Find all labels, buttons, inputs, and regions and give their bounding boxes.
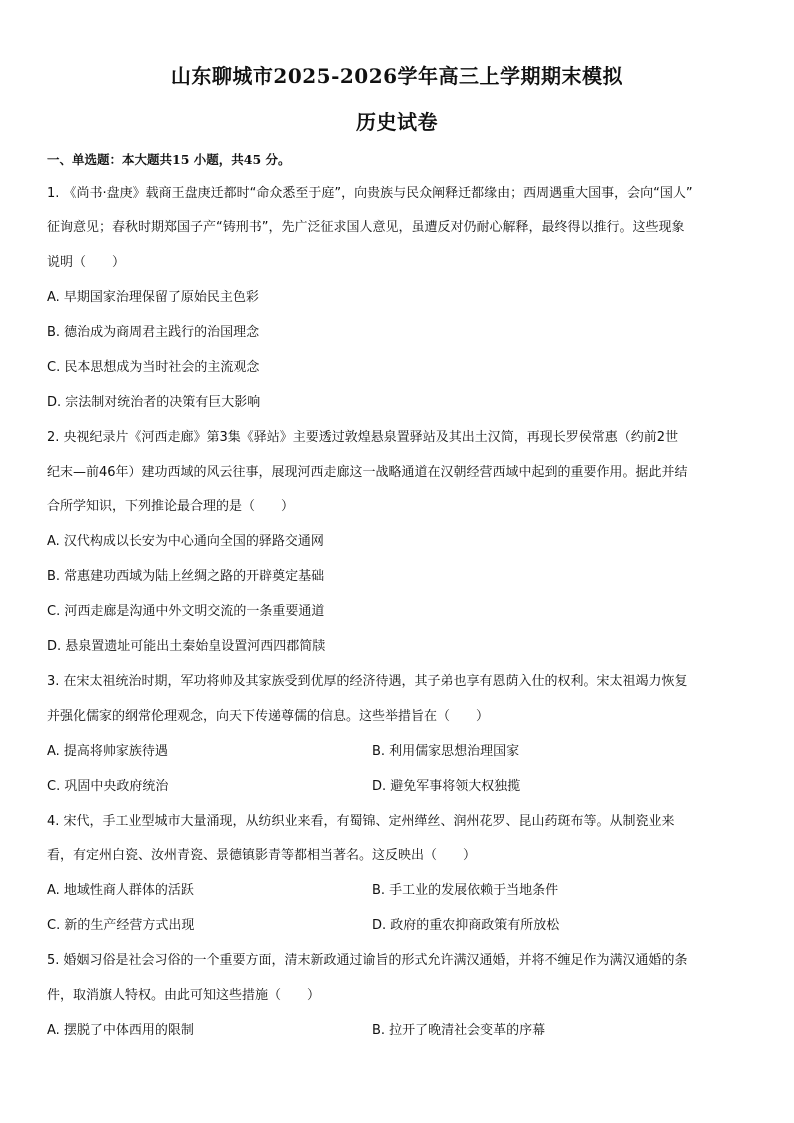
question-4-option-a: A. 地域性商人群体的活跃 bbox=[47, 883, 194, 898]
question-5-line-1: 5. 婚姻习俗是社会习俗的一个重要方面，清末新政通过谕旨的形式允许满汉通婚，并将不缠足作为满汉通婚的条 bbox=[47, 953, 688, 968]
question-3-option-b: B. 利用儒家思想治理国家 bbox=[372, 744, 520, 759]
question-4-line-1: 4. 宋代，手工业型城市大量涌现，从纺织业来看，有蜀锦、定州缂丝、润州花罗、昆山药斑布等。从制瓷业来 bbox=[47, 814, 675, 829]
question-5-line-2: 件，取消旗人特权。由此可知这些措施（ ） bbox=[47, 988, 321, 1003]
question-4-option-b: B. 手工业的发展依赖于当地条件 bbox=[372, 883, 559, 898]
question-1-option-a: A. 早期国家治理保留了原始民主色彩 bbox=[47, 290, 259, 305]
question-4-option-c: C. 新的生产经营方式出现 bbox=[47, 918, 195, 933]
question-3-option-d: D. 避免军事将领大权独揽 bbox=[372, 779, 521, 794]
question-2-option-b: B. 常惠建功西域为陆上丝绸之路的开辟奠定基础 bbox=[47, 569, 325, 584]
exam-subject-title: 历史试卷 bbox=[356, 110, 438, 134]
question-1-option-c: C. 民本思想成为当时社会的主流观念 bbox=[47, 360, 260, 375]
question-1-option-b: B. 德治成为商周君主践行的治国理念 bbox=[47, 325, 260, 340]
question-1-option-d: D. 宗法制对统治者的决策有巨大影响 bbox=[47, 395, 261, 410]
question-2-option-c: C. 河西走廊是沟通中外文明交流的一条重要通道 bbox=[47, 604, 325, 619]
question-2-option-d: D. 悬泉置遗址可能出土秦始皇设置河西四郡简牍 bbox=[47, 639, 326, 654]
question-2-line-2: 纪末—前46年）建功西域的风云往事，展现河西走廊这一战略通道在汉朝经营西域中起到的重要作用。据此并结 bbox=[47, 465, 688, 480]
question-3-line-2: 并强化儒家的纲常伦理观念，向天下传递尊儒的信息。这些举措旨在（ ） bbox=[47, 709, 490, 724]
question-1-line-2: 征询意见；春秋时期郑国子产“铸刑书”，先广泛征求国人意见，虽遭反对仍耐心解释，最终得以推行。这些现象 bbox=[47, 220, 685, 235]
question-3-option-c: C. 巩固中央政府统治 bbox=[47, 779, 169, 794]
question-5-option-b: B. 拉开了晚清社会变革的序幕 bbox=[372, 1023, 546, 1038]
exam-title: 山东聊城市2025-2026学年高三上学期期末模拟 bbox=[170, 64, 624, 88]
question-4-line-2: 看，有定州白瓷、汝州青瓷、景德镇影青等都相当著名。这反映出（ ） bbox=[47, 848, 477, 863]
question-1-line-1: 1. 《尚书·盘庚》载商王盘庚迁都时“命众悉至于庭”，向贵族与民众阐释迁都缘由；西周遇重大国事，会向“国人” bbox=[47, 186, 693, 201]
question-5-option-a: A. 摆脱了中体西用的限制 bbox=[47, 1023, 194, 1038]
question-1-line-3: 说明（ ） bbox=[47, 255, 126, 270]
question-3-line-1: 3. 在宋太祖统治时期，军功将帅及其家族受到优厚的经济待遇，其子弟也享有恩荫入仕的权利。宋太祖竭力恢复 bbox=[47, 674, 688, 689]
question-4-option-d: D. 政府的重农抑商政策有所放松 bbox=[372, 918, 560, 933]
question-3-option-a: A. 提高将帅家族待遇 bbox=[47, 744, 168, 759]
question-2-line-1: 2. 央视纪录片《河西走廊》第3集《驿站》主要透过敦煌悬泉置驿站及其出土汉简，再现长罗侯常惠（约前2世 bbox=[47, 430, 679, 445]
section-heading: 一、单选题：本大题共15 小题，共45 分。 bbox=[47, 152, 291, 167]
question-2-option-a: A. 汉代构成以长安为中心通向全国的驿路交通网 bbox=[47, 534, 324, 549]
question-2-line-3: 合所学知识，下列推论最合理的是（ ） bbox=[47, 499, 295, 514]
